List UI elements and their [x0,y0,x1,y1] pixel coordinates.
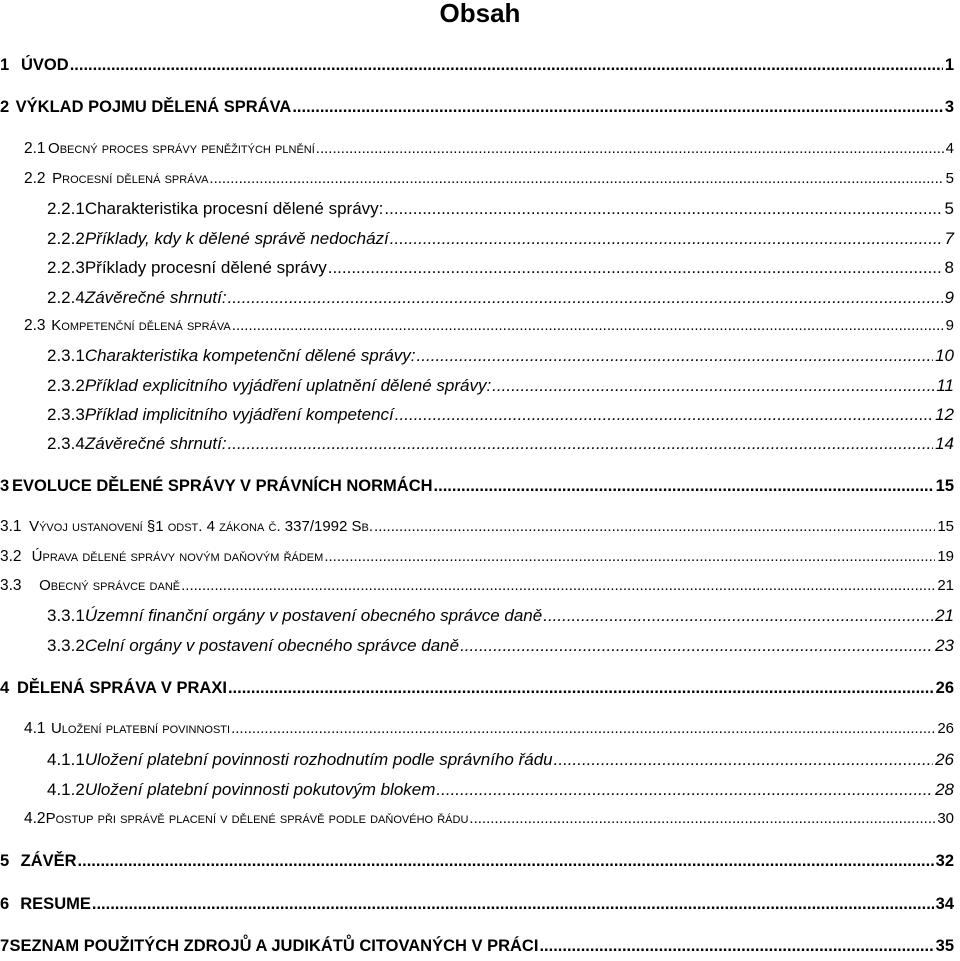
toc-page-number: 21 [937,577,954,594]
toc-page-number: 4 [945,140,954,157]
toc-number: 4 [0,679,10,697]
toc-entry-2-2-2[interactable] [47,229,954,253]
toc-entry-2-2-4[interactable] [47,288,954,312]
toc-number: 3.1 [0,518,22,535]
toc-number: 2.3 [24,317,46,334]
toc-leader-dots [395,405,933,425]
toc-text[interactable]: ZÁVĚR [20,852,77,870]
toc-page-number: 1 [944,56,954,74]
toc-page-number: 30 [937,810,954,827]
toc-number: 3.3.1 [47,606,85,625]
toc-page-number: 8 [944,258,954,277]
toc-page-number: 14 [935,434,954,453]
toc-number: 2.3.2 [47,376,85,395]
toc-page-number: 11 [936,376,954,395]
toc-leader-dots [328,258,943,278]
toc-number: 2.2.4 [47,288,85,307]
toc-text[interactable]: Závěrečné shrnutí: [84,288,227,307]
toc-entry-3-3-2[interactable] [47,636,954,660]
toc-text[interactable]: Územní finanční orgány v postavení obecného správce daně [84,606,543,625]
toc-leader-dots [78,852,934,871]
toc-entry-2-2-1[interactable] [47,199,954,223]
toc-entry-1[interactable] [0,56,954,80]
toc-page-number: 26 [935,679,954,697]
toc-entry-2-2-3[interactable] [47,258,954,282]
toc-leader-dots [374,518,935,535]
toc-text[interactable]: Postup při správě placení v dělené správě podle daňového řádu [45,810,469,827]
toc-leader-dots [228,288,943,308]
toc-entry-4-1[interactable] [24,720,954,744]
toc-number: 3 [0,477,10,495]
toc-text[interactable]: VÝKLAD POJMU DĚLENÁ SPRÁVA [15,98,292,116]
toc-leader-dots [554,750,933,770]
toc-entry-6[interactable] [0,895,954,919]
toc-text[interactable]: Procesní dělená správa [52,170,209,187]
toc-text[interactable]: Příklady procesní dělené správy [84,258,327,277]
toc-leader-dots [417,346,934,366]
toc-leader-dots [232,317,944,334]
toc-page-number: 10 [935,346,954,365]
toc-text[interactable]: Kompetenční dělená správa [51,317,231,334]
toc-text[interactable]: Obecný proces správy peněžitých plnění [48,140,315,157]
toc-leader-dots [228,434,934,454]
toc-leader-dots [292,98,943,117]
toc-entry-5[interactable] [0,852,954,876]
toc-text[interactable]: Uložení platební povinnosti [50,720,231,737]
toc-number: 2.2.1 [47,199,85,218]
toc-entry-2-3-3[interactable] [47,405,954,429]
toc-leader-dots [543,606,933,626]
toc-leader-dots [70,56,943,75]
toc-page-number: 19 [937,548,954,565]
toc-number: 2.1 [24,140,46,157]
toc-page-number: 12 [935,405,954,424]
toc-text[interactable]: Úprava dělené správy novým daňovým řádem [31,548,324,565]
toc-text[interactable]: Celní orgány v postavení obecného správce daně [84,636,460,655]
toc-text[interactable]: Vývoj ustanovení §1 odst. 4 zákona č. 337/1992 Sb. [29,518,374,535]
toc-entry-3-1[interactable] [0,518,954,542]
toc-page-number: 28 [935,780,954,799]
toc-number: 4.1.2 [47,780,85,799]
toc-entry-4-1-2[interactable] [47,780,954,804]
toc-entry-3-3-1[interactable] [47,606,954,630]
toc-entry-7[interactable] [0,937,954,961]
toc-number: 4.1.1 [47,750,85,769]
toc-text[interactable]: EVOLUCE DĚLENÉ SPRÁVY V PRÁVNÍCH NORMÁCH [12,477,433,495]
toc-leader-dots [316,140,944,157]
toc-leader-dots [492,376,934,396]
toc-leader-dots [434,477,934,496]
toc-entry-2-3-4[interactable] [47,434,954,458]
toc-entry-3-3[interactable] [0,577,954,601]
toc-leader-dots [231,720,935,737]
toc-entry-2[interactable] [0,98,954,122]
toc-number: 7 [0,937,10,955]
toc-leader-dots [436,780,933,800]
toc-entry-3-2[interactable] [0,548,954,572]
toc-page-number: 9 [944,288,954,307]
toc-leader-dots [384,199,942,219]
toc-number: 2.3.4 [47,434,85,453]
toc-text[interactable]: Charakteristika procesní dělené správy: [84,199,384,218]
toc-page-number: 23 [935,636,954,655]
toc-entry-4-2[interactable] [24,810,954,834]
toc-entry-3[interactable] [0,477,954,501]
toc-page-number: 7 [944,229,954,248]
toc-number: 1 [0,56,10,74]
toc-leader-dots [324,548,935,565]
toc-page-number: 21 [935,606,954,625]
toc-entry-2-3-1[interactable] [47,346,954,370]
toc-leader-dots [469,810,935,827]
toc-text[interactable]: Příklad explicitního vyjádření uplatnění dělené správy: [84,376,492,395]
toc-page-number: 26 [935,750,954,769]
toc-entry-4[interactable] [0,679,954,703]
toc-page-number: 26 [937,720,954,737]
toc-entry-4-1-1[interactable] [47,750,954,774]
toc-page-number: 34 [935,895,954,913]
toc-number: 2.2.3 [47,258,85,277]
toc-leader-dots [390,229,943,249]
toc-leader-dots [228,679,934,698]
toc-entry-2-1[interactable] [24,140,954,164]
page-title: Obsah [439,0,521,28]
toc-number: 3.3.2 [47,636,85,655]
toc-text[interactable]: DĚLENÁ SPRÁVA V PRAXI [16,679,227,697]
toc-leader-dots [92,895,934,914]
toc-text[interactable]: ÚVOD [21,56,69,74]
toc-text[interactable]: Obecný správce daně [39,577,181,594]
toc-leader-dots [539,937,933,956]
toc-text[interactable]: Závěrečné shrnutí: [84,434,227,453]
toc-page-number: 35 [935,937,954,955]
toc-number: 2.2.2 [47,229,85,248]
toc-page-number: 9 [945,317,954,334]
toc-entry-2-3[interactable] [24,317,954,341]
toc-page-number: 5 [945,170,954,187]
toc-page-number: 15 [935,477,954,495]
toc-number: 3.3 [0,577,22,594]
toc-number: 4.2 [24,810,46,827]
toc-text[interactable]: Příklady, kdy k dělené správě nedochází [84,229,389,248]
toc-text[interactable]: Uložení platební povinnosti rozhodnutím podle správního řádu [84,750,553,769]
toc-page-number: 3 [944,98,954,116]
toc-page-number: 15 [937,518,954,535]
toc-text[interactable]: Uložení platební povinnosti pokutovým blokem [84,780,436,799]
toc-text[interactable]: SEZNAM POUŽITÝCH ZDROJŮ A JUDIKÁTŮ CITOVANÝCH V PRÁCI [9,937,539,955]
toc-number: 5 [0,852,10,870]
toc-number: 6 [0,895,10,913]
toc-number: 3.2 [0,548,22,565]
toc-entry-2-3-2[interactable] [47,376,954,400]
toc-number: 2.2 [24,170,46,187]
toc-number: 2.3.1 [47,346,85,365]
toc-page-number: 32 [935,852,954,870]
toc-entry-2-2[interactable] [24,170,954,194]
toc-number: 4.1 [24,720,46,737]
toc-text[interactable]: Charakteristika kompetenční dělené správy: [84,346,416,365]
toc-text[interactable]: Příklad implicitního vyjádření kompetencí [84,405,394,424]
toc-page-number: 5 [944,199,954,218]
toc-text[interactable]: RESUME [20,895,91,913]
toc-leader-dots [460,636,933,656]
toc-number: 2 [0,98,10,116]
toc-number: 2.3.3 [47,405,85,424]
toc-leader-dots [181,577,935,594]
toc-leader-dots [209,170,943,187]
